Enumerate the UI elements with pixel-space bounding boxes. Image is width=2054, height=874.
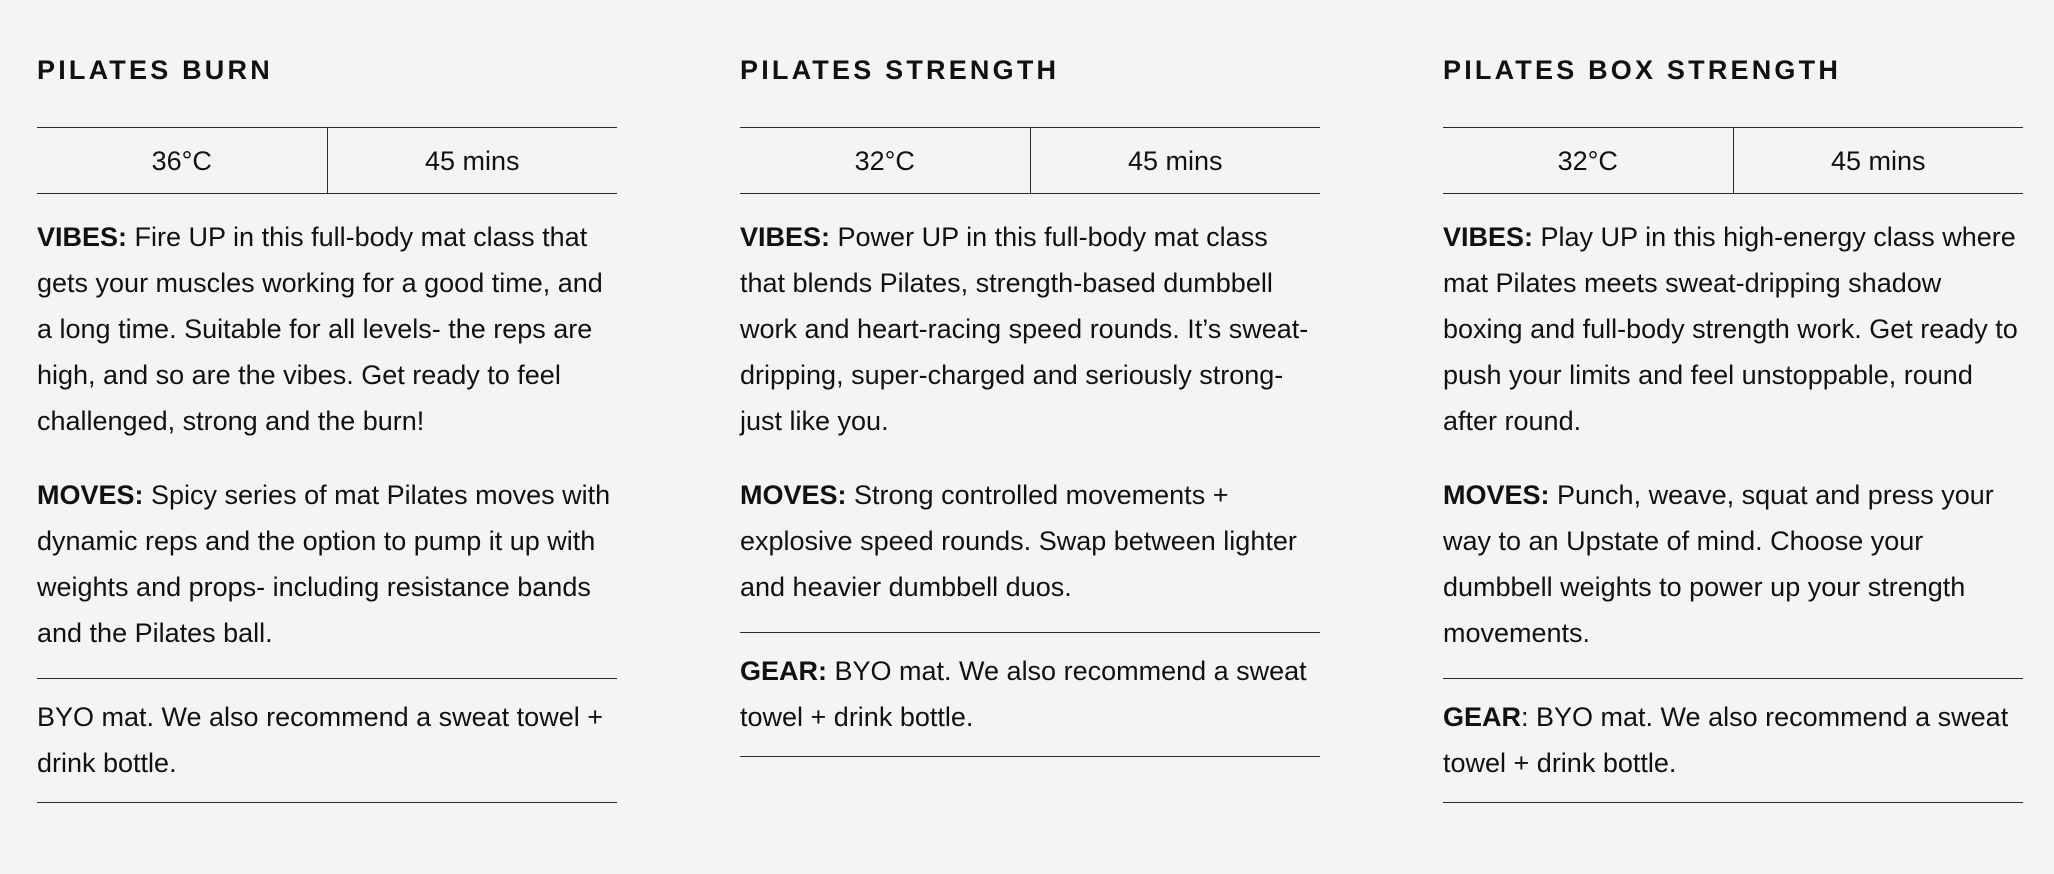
gear-text: : BYO mat. We also recommend a sweat towel + drink bottle.: [1443, 702, 2009, 778]
vibes-label: VIBES:: [740, 222, 831, 252]
class-description: [740, 214, 1320, 785]
class-temperature: 32°C: [1443, 128, 1734, 193]
class-title: PILATES BOX STRENGTH: [1443, 55, 1842, 85]
gear-label: GEAR:: [740, 656, 827, 686]
gear-paragraph: [1443, 678, 2023, 803]
class-duration: 45 mins: [424, 145, 520, 176]
moves-text: Strong controlled movements + explosive speed rounds. Swap between lighter and heavier dumbbell duos.: [740, 480, 1297, 602]
vibes-paragraph: [37, 214, 617, 444]
moves-text: Punch, weave, squat and press your way to an Upstate of mind. Choose your dumbbell weights to power up your strength movements.: [1443, 480, 1994, 648]
class-specs: [37, 127, 617, 194]
class-duration: 45 mins: [1127, 145, 1223, 176]
class-duration: 45 mins: [1830, 145, 1926, 176]
vibes-text: Power UP in this full-body mat class that blends Pilates, strength-based dumbbell work and heart-racing speed rounds. It’s sweat-dripping, super-charged and seriously strong- just like you.: [740, 222, 1309, 436]
class-description: [37, 214, 617, 831]
class-description: [1443, 214, 2023, 831]
gear-paragraph: [37, 678, 617, 803]
moves-text: Spicy series of mat Pilates moves with dynamic reps and the option to pump it up with weights and props- including resistance bands and the Pilates ball.: [37, 480, 611, 648]
moves-label: MOVES:: [1443, 480, 1550, 510]
moves-paragraph: [37, 472, 617, 656]
vibes-label: VIBES:: [1443, 222, 1534, 252]
class-temperature: 36°C: [37, 128, 328, 193]
class-specs: [1443, 127, 2023, 194]
class-specs: [740, 127, 1320, 194]
moves-label: MOVES:: [740, 480, 847, 510]
vibes-text: Play UP in this high-energy class where mat Pilates meets sweat-dripping shadow boxing and full-body strength work. Get ready to push your limits and feel unstoppable, round after round.: [1443, 222, 2018, 436]
class-temperature: 32°C: [740, 128, 1031, 193]
moves-paragraph: [740, 472, 1320, 610]
class-title: PILATES STRENGTH: [740, 55, 1060, 85]
gear-label: GEAR: [1443, 702, 1522, 732]
gear-text: BYO mat. We also recommend a sweat towel + drink bottle.: [740, 656, 1307, 732]
vibes-text: Fire UP in this full-body mat class that gets your muscles working for a good time, and a long time. Suitable for all levels- the reps are high, and so are the vibes. Get ready to feel challenged, strong and the burn!: [37, 222, 603, 436]
vibes-label: VIBES:: [37, 222, 128, 252]
gear-text: BYO mat. We also recommend a sweat towel + drink bottle.: [37, 702, 603, 778]
vibes-paragraph: [740, 214, 1320, 444]
moves-paragraph: [1443, 472, 2023, 656]
vibes-paragraph: [1443, 214, 2023, 444]
gear-paragraph: [740, 632, 1320, 757]
class-title: PILATES BURN: [37, 55, 273, 85]
moves-label: MOVES:: [37, 480, 144, 510]
